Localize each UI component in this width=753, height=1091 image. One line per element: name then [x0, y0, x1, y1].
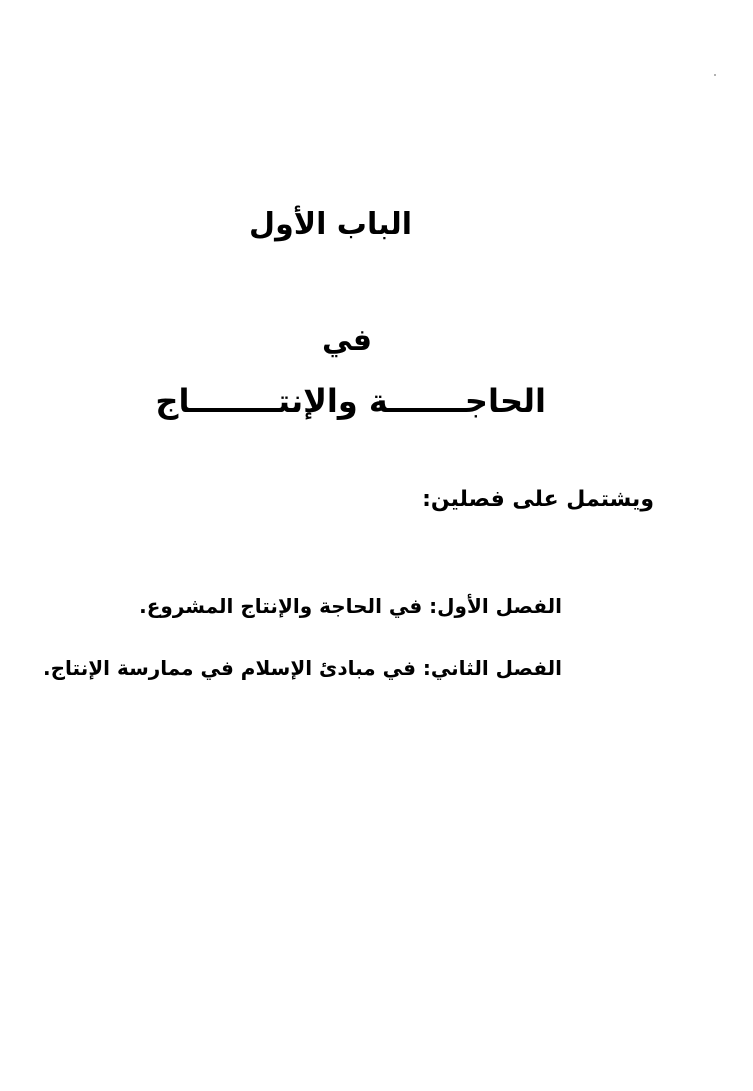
- preposition: في: [322, 323, 372, 358]
- chapter-two: الفصل الثاني: في مبادئ الإسلام في ممارسة الإنتاج.: [43, 656, 562, 680]
- subject-title: الحاجـــــــة والإنتــــــــاج: [155, 382, 546, 420]
- part-title: الباب الأول: [249, 207, 412, 242]
- chapter-one: الفصل الأول: في الحاجة والإنتاج المشروع.: [139, 594, 562, 618]
- scan-speck: [714, 74, 716, 76]
- includes-line: ويشتمل على فصلين:: [422, 487, 654, 512]
